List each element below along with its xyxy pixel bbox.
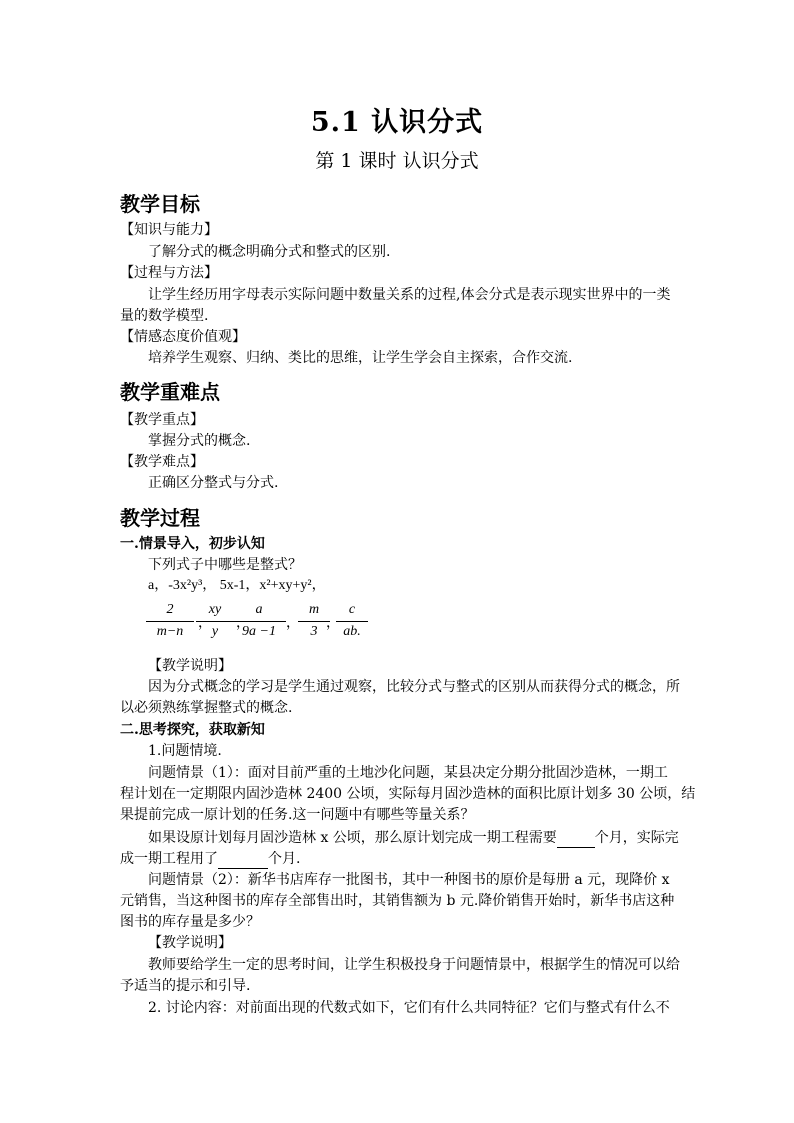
page-subtitle: 第 1 课时 认识分式 [315, 150, 479, 172]
fraction-5-denominator: ab. [343, 624, 361, 639]
fraction-3 [226, 600, 292, 642]
fraction-3-numerator: a [255, 602, 263, 617]
fraction-5 [330, 600, 374, 642]
scenario1-text: 问题情景（1）：面对目前严重的土地沙化问题，某县决定分期分批固沙造林，一期工 [148, 765, 668, 781]
note-text-2-cont: 予适当的提示和引导. [120, 978, 251, 994]
fraction-4-numerator: m [308, 602, 320, 617]
section-heading-key-points: 教学重难点 [120, 380, 220, 404]
focus-tag: 【教学重点】 [120, 412, 204, 428]
suppose-line-2 [120, 848, 300, 869]
suppose-text-1: 如果设原计划每月固沙造林 x 公顷，那么原计划完成一期工程需要 [148, 830, 557, 846]
note-text-2: 教师要给学生一定的思考时间，让学生积极投身于问题情景中，根据学生的情况可以给 [148, 957, 680, 973]
part1-heading: 一.情景导入，初步认知 [120, 536, 265, 552]
knowledge-text: 了解分式的概念明确分式和整式的区别. [148, 244, 391, 260]
fraction-3-denominator: 9a −1 [242, 624, 276, 639]
item2-text: 2. 讨论内容：对前面出现的代数式如下，它们有什么共同特征？它们与整式有什么不 [148, 1000, 670, 1016]
scenario1-text-end: 果提前完成一原计划的任务.这一问题中有哪些等量关系？ [120, 807, 475, 823]
focus-text: 掌握分式的概念. [148, 433, 251, 449]
fraction-1-denominator: m−n [156, 624, 184, 639]
part2-heading: 二.思考探究，获取新知 [120, 722, 265, 738]
answer-blank-1[interactable] [557, 827, 595, 848]
fraction-2-numerator: xy [208, 602, 222, 617]
emotion-text: 培养学生观察、归纳、类比的思维，让学生学会自主探索，合作交流. [148, 350, 573, 366]
suppose-text-2: 个月，实际完 [594, 830, 679, 846]
comma: ， [286, 615, 300, 631]
knowledge-tag: 【知识与能力】 [120, 222, 218, 238]
comma: ， [326, 615, 340, 631]
suppose-text-3: 成一期工程用了 [120, 851, 218, 867]
fraction-1-numerator: 2 [166, 602, 174, 617]
comma: ， [198, 615, 212, 631]
scenario2-text-cont: 元销售，当这种图书的库存全部售出时，其销售额为 b 元.降价销售开始时，新华书店这种 [120, 893, 675, 909]
note-text-1: 因为分式概念的学习是学生通过观察，比较分式与整式的区别从而获得分式的概念，所 [148, 679, 680, 695]
answer-blank-2[interactable] [218, 848, 268, 869]
process-text: 让学生经历用字母表示实际问题中数量关系的过程,体会分式是表示现实世界中的一类 [148, 287, 671, 303]
emotion-tag: 【情感态度价值观】 [120, 329, 246, 345]
scenario2-text-end: 图书的库存量是多少？ [120, 914, 260, 930]
process-text-cont: 量的数学模型. [120, 308, 209, 324]
section-heading-goals: 教学目标 [120, 192, 200, 216]
scenario2-text: 问题情景（2）：新华书店库存一批图书，其中一种图书的原价是每册 a 元，现降价 x [148, 872, 670, 888]
question-text: 下列式子中哪些是整式？ [148, 557, 302, 573]
suppose-line-1 [148, 827, 679, 848]
fraction-5-numerator: c [348, 602, 356, 617]
scenario1-text-cont: 程计划在一定期限内固沙造林 2400 公顷，实际每月固沙造林的面积比原计划多 30 公顷，结 [120, 786, 696, 802]
fraction-4-denominator: 3 [310, 624, 318, 639]
note-tag-2: 【教学说明】 [148, 935, 232, 951]
section-heading-process: 教学过程 [120, 506, 200, 530]
difficulty-tag: 【教学难点】 [120, 454, 204, 470]
page-title: 5.1 认识分式 [310, 107, 484, 138]
item1-text: 1.问题情境. [148, 743, 222, 759]
fraction-2-denominator: y [211, 624, 219, 639]
expressions-line: a，-3x²y³， 5x-1，x²+xy+y²， [148, 578, 326, 593]
suppose-text-4: 个月. [268, 851, 301, 867]
process-tag: 【过程与方法】 [120, 265, 218, 281]
note-text-1-cont: 以必须熟练掌握整式的概念. [120, 700, 293, 716]
difficulty-text: 正确区分整式与分式. [148, 475, 279, 491]
note-tag-1: 【教学说明】 [148, 658, 232, 674]
comma: ， [236, 615, 250, 631]
